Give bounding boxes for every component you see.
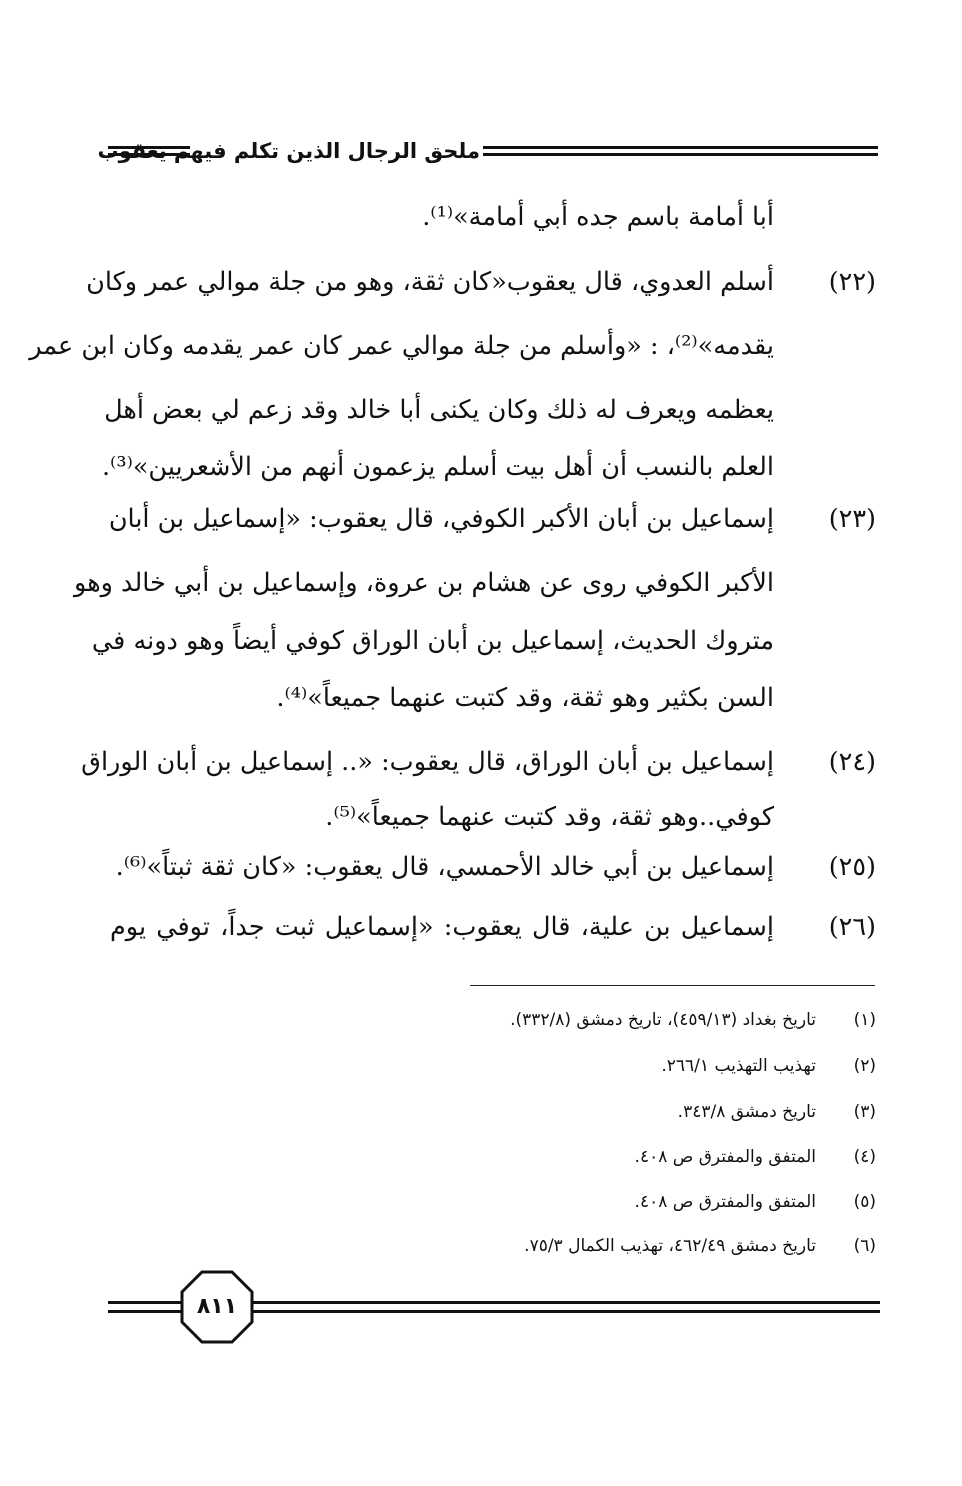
footnote-number: (١): [853, 1010, 876, 1030]
footnote-text: المتفق والمفترق ص ٤٠٨.: [634, 1147, 816, 1167]
footnote-3: [110, 1097, 876, 1127]
footnote-number: (٤): [853, 1147, 876, 1167]
footnote-2: [110, 1051, 876, 1081]
footnote-1: [110, 1005, 876, 1035]
entry-24: [81, 740, 876, 784]
page-number: ٨١١: [196, 1294, 238, 1319]
header-rule-right: [483, 146, 878, 156]
entry-line: متروك الحديث، إسماعيل بن أبان الوراق كوفي أيضاً وهو دونه في: [91, 626, 774, 656]
footer-rule-right: [246, 1301, 880, 1313]
entry-23-line-2: [74, 561, 876, 605]
entry-24-line-2: [110, 795, 876, 839]
entry-line: أسلم العدوي، قال يعقوب«كان ثقة، وهو من جلة موالي عمر وكان: [86, 267, 774, 297]
entry-line: أبا أمامة باسم جده أبي أمامة»⁽¹⁾.: [422, 202, 774, 232]
footer-rule-left: [108, 1301, 188, 1313]
entry-line: الأكبر الكوفي روى عن هشام بن عروة، وإسماعيل بن أبي خالد وهو: [74, 568, 774, 598]
entry-23: [110, 497, 876, 541]
entry-number: (٢٥): [828, 852, 876, 882]
entry-26: [110, 905, 876, 949]
footnote-4: [110, 1142, 876, 1172]
footnote-separator: [470, 985, 875, 986]
entry-line: السن بكثير وهو ثقة، وقد كتبت عنهما جميعاً»⁽⁴⁾.: [276, 683, 774, 713]
footnote-text: تاريخ دمشق ٣٤٣/٨.: [677, 1102, 816, 1122]
entry-line: إسماعيل بن علية، قال يعقوب: «إسماعيل ثبت جداً، توفي يوم: [110, 912, 774, 942]
footnote-5: [110, 1187, 876, 1217]
entry-22-line-4: [101, 445, 876, 489]
entry-line: إسماعيل بن أبي خالد الأحمسي، قال يعقوب: «كان ثقة ثبتاً»⁽⁶⁾.: [115, 852, 774, 882]
entry-number: (٢٤): [828, 747, 876, 777]
entry-line: يعظمه ويعرف له ذلك وكان يكنى أبا خالد وقد زعم لي بعض أهل: [104, 395, 774, 425]
footnote-6: [110, 1231, 876, 1261]
entry-23-line-3: [91, 619, 876, 663]
footnote-number: (٣): [853, 1102, 876, 1122]
entry-25: [110, 845, 876, 889]
entry-number: (٢٦): [828, 912, 876, 942]
entry-line: إسماعيل بن أبان الوراق، قال يعقوب: «.. إسماعيل بن أبان الوراق: [81, 747, 774, 777]
entry-continuation: [110, 195, 876, 239]
entry-22-line-2: [29, 324, 876, 368]
header-title: ملحق الرجال الذين تكلم فيهم يعقوب: [97, 139, 480, 163]
page-footer: [108, 1268, 880, 1348]
footnote-number: (٦): [853, 1236, 876, 1256]
footnote-text: تاريخ دمشق ٤٦٢/٤٩، تهذيب الكمال ٧٥/٣.: [524, 1236, 816, 1256]
entry-line: كوفي..وهو ثقة، وقد كتبت عنهما جميعاً»⁽⁵⁾.: [325, 802, 774, 832]
entry-22: [86, 260, 876, 304]
entry-22-line-3: [104, 388, 876, 432]
entry-23-line-4: [110, 676, 876, 720]
entry-line: العلم بالنسب أن أهل بيت أسلم يزعمون أنهم من الأشعريين»⁽³⁾.: [101, 452, 774, 482]
entry-number: (٢٣): [828, 504, 876, 534]
footnote-text: تاريخ بغداد (٤٥٩/١٣)، تاريخ دمشق (٣٣٢/٨).: [510, 1010, 816, 1030]
entry-line: يقدمه»⁽²⁾، : «وأسلم من جلة موالي عمر كان عمر يقدمه وكان ابن عمر: [29, 331, 774, 361]
entry-number: (٢٢): [828, 267, 876, 297]
entry-line: إسماعيل بن أبان الأكبر الكوفي، قال يعقوب: «إسماعيل بن أبان: [108, 504, 774, 534]
footnote-number: (٥): [853, 1192, 876, 1212]
running-header: [97, 138, 878, 166]
footnote-text: تهذيب التهذيب ٢٦٦/١.: [661, 1056, 816, 1076]
footnote-text: المتفق والمفترق ص ٤٠٨.: [634, 1192, 816, 1212]
footnote-number: (٢): [853, 1056, 876, 1076]
